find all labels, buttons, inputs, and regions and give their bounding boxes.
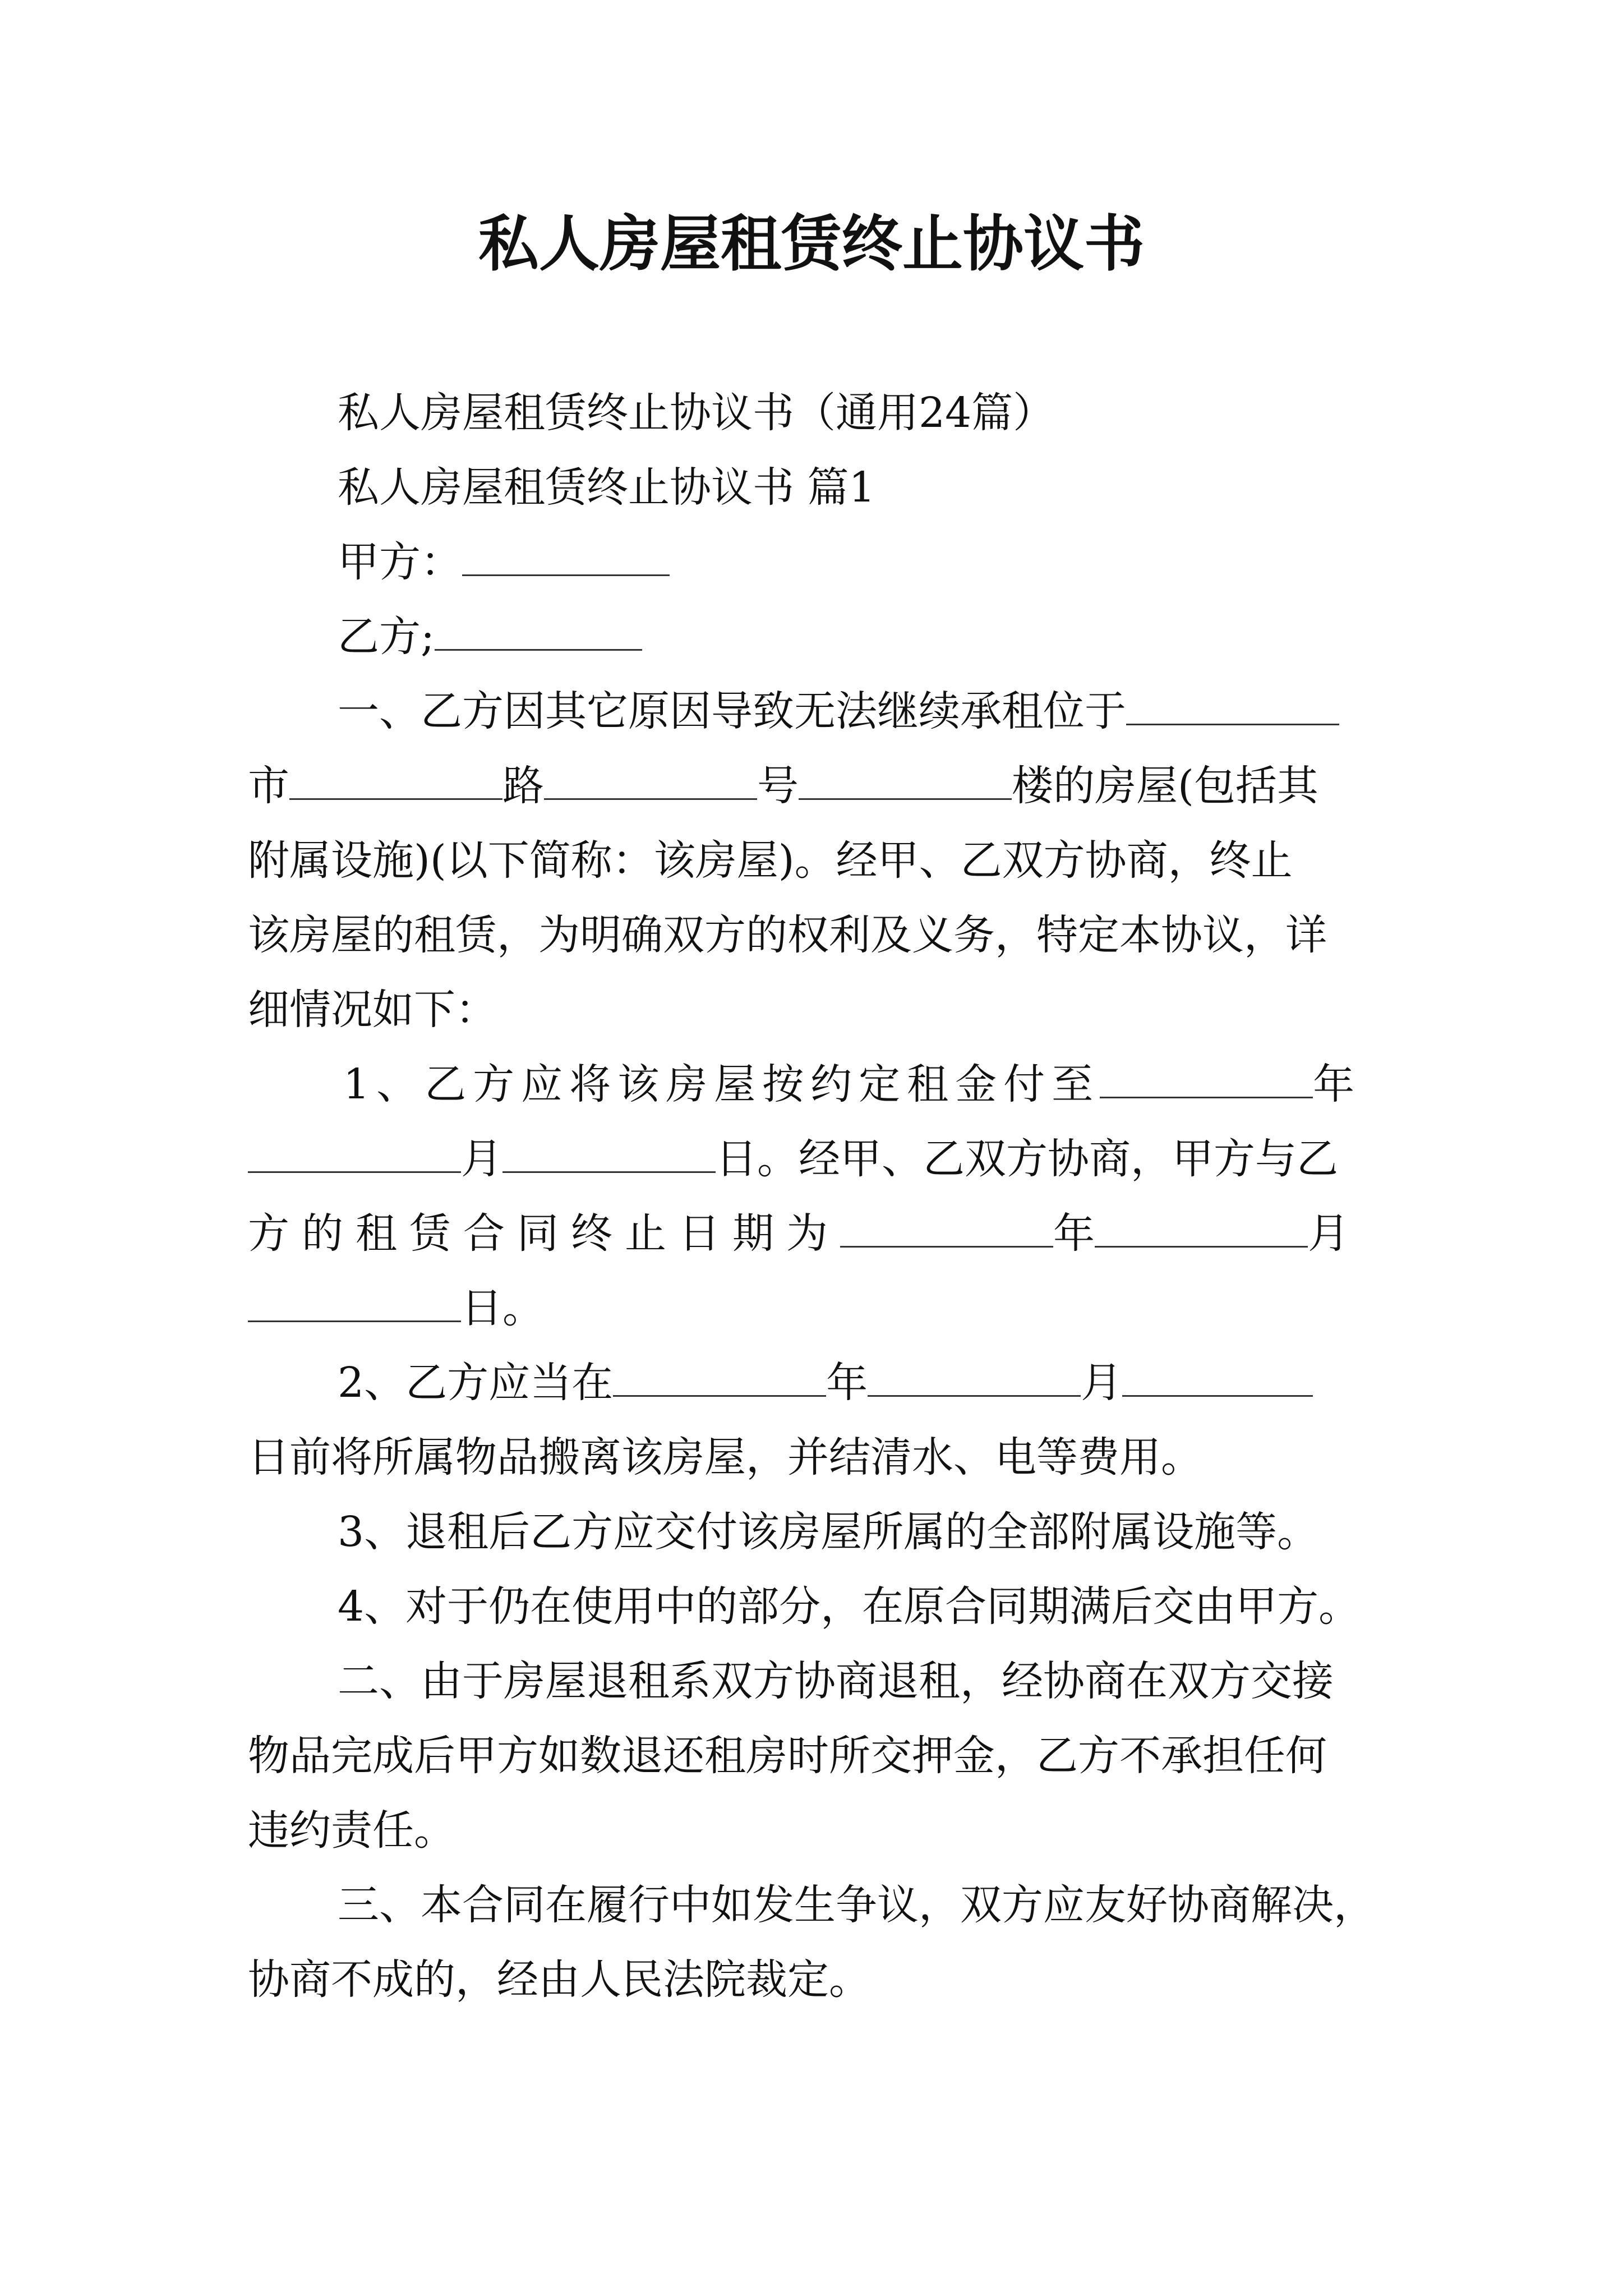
building-text: 楼的房屋(包括其 <box>1012 762 1318 810</box>
city-label: 市 <box>248 762 289 810</box>
item-4-text: 4、对于仍在使用中的部分，在原合同期满后交由甲方。 <box>338 1582 1361 1631</box>
clause-1-line-2 <box>248 749 1385 823</box>
clause-1-line-3 <box>248 823 1385 898</box>
move-day-blank <box>1122 1361 1313 1397</box>
clause-3-line-2 <box>248 1943 1385 2017</box>
party-b-label: 乙方; <box>338 613 435 661</box>
item-2-line-1 <box>248 1346 1385 1420</box>
clause-1-text-d: 该房屋的租赁，为明确双方的权利及义务，特定本协议，详 <box>248 911 1327 959</box>
end-year-blank <box>840 1212 1053 1248</box>
clause-3-text-b: 协商不成的，经由人民法院裁定。 <box>248 1955 870 2004</box>
rent-month-label: 月 <box>461 1135 502 1183</box>
clause-2-line-2 <box>248 1719 1385 1793</box>
end-month-blank <box>1095 1212 1308 1248</box>
item-1-line-4 <box>248 1271 1385 1346</box>
item-1-text-a: 1、乙方应将该房屋按约定租金付至 <box>343 1060 1100 1108</box>
road-blank <box>544 765 757 800</box>
number-label: 号 <box>757 762 799 810</box>
rent-month-blank <box>248 1138 461 1173</box>
clause-2-line-1 <box>248 1644 1385 1719</box>
item-2-text-b: 日前将所属物品搬离该房屋，并结清水、电等费用。 <box>248 1433 1202 1481</box>
document-body <box>248 376 1385 2017</box>
end-month-label: 月 <box>1308 1209 1349 1258</box>
clause-2-text-c: 违约责任。 <box>248 1806 455 1855</box>
clause-1-line-5 <box>248 973 1385 1047</box>
party-a-line <box>248 525 1385 600</box>
rent-year-blank <box>1100 1063 1313 1098</box>
rent-year-label: 年 <box>1313 1060 1355 1108</box>
party-b-blank <box>435 615 642 651</box>
item-1-line-3 <box>248 1197 1385 1271</box>
move-year-blank <box>613 1361 826 1397</box>
move-month-label: 月 <box>1081 1359 1123 1407</box>
item-1-line-2 <box>248 1122 1385 1197</box>
location-blank <box>1126 690 1339 725</box>
subtitle-text: 私人房屋租赁终止协议书（通用24篇） <box>338 389 1055 437</box>
clause-1-text-e: 细情况如下： <box>248 986 497 1034</box>
clause-1-text-c: 附属设施)(以下简称：该房屋)。经甲、乙双方协商，终止 <box>248 836 1293 885</box>
party-a-label: 甲方： <box>338 538 462 586</box>
city-blank <box>289 765 502 800</box>
subtitle-line <box>248 376 1385 450</box>
move-year-label: 年 <box>826 1359 868 1407</box>
party-a-blank <box>462 541 670 576</box>
clause-2-text-b: 物品完成后甲方如数退还租房时所交押金，乙方不承担任何 <box>248 1732 1327 1780</box>
end-day-blank <box>248 1287 461 1322</box>
rent-day-blank <box>502 1138 716 1173</box>
document-title: 私人房屋租赁终止协议书 <box>478 209 1145 279</box>
item-2-text-a: 2、乙方应当在 <box>338 1359 614 1407</box>
item-1-text-c: 方的租赁合同终止日期为 <box>248 1209 840 1258</box>
road-label: 路 <box>502 762 544 810</box>
clause-3-text-a: 三、本合同在履行中如发生争议，双方应友好协商解决， <box>338 1881 1375 1929</box>
clause-2-line-3 <box>248 1793 1385 1868</box>
end-day-label: 日。 <box>461 1284 544 1332</box>
number-blank <box>799 765 1012 800</box>
clause-1-text-a: 一、乙方因其它原因导致无法继续承租位于 <box>338 687 1126 735</box>
party-b-line <box>248 600 1385 674</box>
clause-1-line-1 <box>248 674 1385 749</box>
end-year-label: 年 <box>1053 1209 1095 1258</box>
item-2-line-2 <box>248 1420 1385 1495</box>
item-3-text: 3、退租后乙方应交付该房屋所属的全部附属设施等。 <box>338 1508 1319 1556</box>
clause-3-line-1 <box>248 1868 1385 1943</box>
clause-1-line-4 <box>248 898 1385 973</box>
clause-2-text-a: 二、由于房屋退租系双方协商退租，经协商在双方交接 <box>338 1657 1334 1705</box>
item-1-text-b: 日。经甲、乙双方协商，甲方与乙 <box>716 1135 1338 1183</box>
item-4-line <box>248 1570 1385 1644</box>
move-month-blank <box>868 1361 1081 1397</box>
section-heading <box>248 450 1385 525</box>
item-3-line <box>248 1495 1385 1570</box>
section-heading-text: 私人房屋租赁终止协议书 篇1 <box>338 463 875 512</box>
item-1-line-1 <box>248 1047 1385 1122</box>
